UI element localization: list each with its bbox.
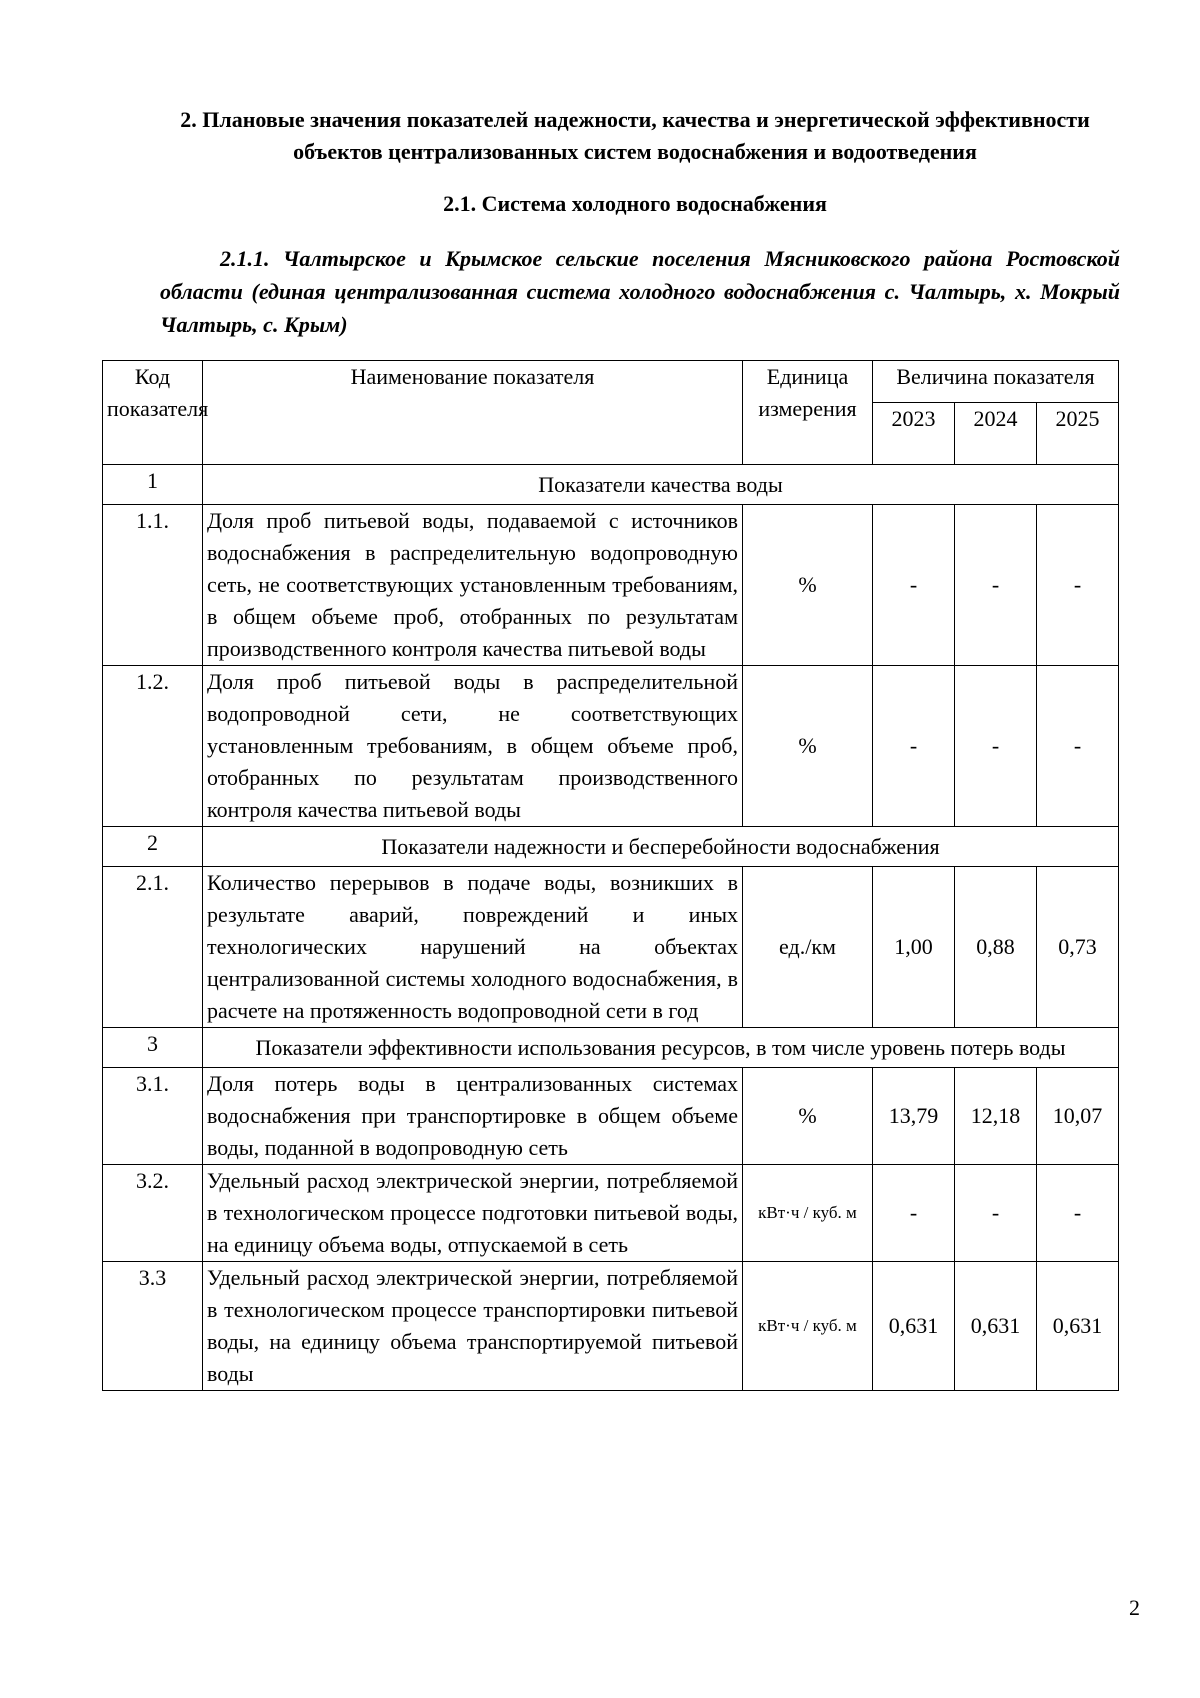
value-2024: - [955,666,1037,827]
value-2024: 12,18 [955,1068,1037,1165]
row-unit: % [743,505,873,666]
section-row [103,465,1119,505]
row-name: Количество перерывов в подаче воды, возникших в результате аварий, повреждений и иных технологических нарушений на объектах централизованной системы холодного водоснабжения, в расчете на протяженность водопроводной сети в год [203,867,743,1028]
section-title: Показатели эффективности использования ресурсов, в том числе уровень потерь воды [203,1028,1119,1068]
table-row [103,1068,1119,1165]
row-code: 3.1. [103,1068,203,1165]
row-unit: % [743,1068,873,1165]
table-row [103,1165,1119,1262]
section-heading: 2. Плановые значения показателей надежности, качества и энергетической эффективности объектов централизованных систем водоснабжения и водоотведения [180,107,1090,164]
row-unit: кВт·ч / куб. м [743,1165,873,1262]
value-2025: - [1037,1165,1119,1262]
row-unit: кВт·ч / куб. м [743,1262,873,1391]
section-row [103,1028,1119,1068]
table-row [103,867,1119,1028]
table-row [103,1262,1119,1391]
row-code: 3.3 [103,1262,203,1391]
row-code: 2.1. [103,867,203,1028]
value-2023: 0,631 [873,1262,955,1391]
value-2025: - [1037,666,1119,827]
row-name: Удельный расход электрической энергии, потребляемой в технологическом процессе подготовки питьевой воды, на единицу объема воды, отпускаемой в сеть [203,1165,743,1262]
row-name: Доля проб питьевой воды, подаваемой с источников водоснабжения в распределительную водопроводную сеть, не соответствующих установленным требованиям, в общем объеме проб, отобранных по результатам производственного контроля качества питьевой воды [203,505,743,666]
row-code: 1.2. [103,666,203,827]
section-code: 1 [103,465,203,505]
header-name: Наименование показателя [203,361,743,465]
value-2024: 0,88 [955,867,1037,1028]
value-2025: 0,73 [1037,867,1119,1028]
header-unit: Единица измерения [743,361,873,465]
value-2023: - [873,1165,955,1262]
header-year-2023: 2023 [873,403,955,465]
section-title: Показатели качества воды [203,465,1119,505]
subsection-heading: 2.1. Система холодного водоснабжения [443,191,827,216]
row-unit: % [743,666,873,827]
value-2023: 13,79 [873,1068,955,1165]
page-number: 2 [1129,1595,1140,1620]
row-code: 3.2. [103,1165,203,1262]
header-year-2024: 2024 [955,403,1037,465]
section-title: Показатели надежности и бесперебойности водоснабжения [203,827,1119,867]
header-code: Код показателя [103,361,203,465]
value-2025: 0,631 [1037,1262,1119,1391]
value-2025: - [1037,505,1119,666]
table-row [103,666,1119,827]
table-row [103,505,1119,666]
value-2024: 0,631 [955,1262,1037,1391]
row-name: Доля проб питьевой воды в распределительной водопроводной сети, не соответствующих установленным требованиям, в общем объеме проб, отобранных по результатам производственного контроля качества питьевой воды [203,666,743,827]
header-year-2025: 2025 [1037,403,1119,465]
section-row [103,827,1119,867]
value-2023: 1,00 [873,867,955,1028]
indicators-table [102,360,1119,1391]
row-unit: ед./км [743,867,873,1028]
value-2024: - [955,1165,1037,1262]
section-code: 3 [103,1028,203,1068]
row-name: Доля потерь воды в централизованных системах водоснабжения при транспортировке в общем объеме воды, поданной в водопроводную сеть [203,1068,743,1165]
value-2025: 10,07 [1037,1068,1119,1165]
value-2023: - [873,666,955,827]
value-2023: - [873,505,955,666]
header-value: Величина показателя [873,361,1119,403]
section-code: 2 [103,827,203,867]
row-name: Удельный расход электрической энергии, потребляемой в технологическом процессе транспортировки питьевой воды, на единицу объема транспортируемой питьевой воды [203,1262,743,1391]
row-code: 1.1. [103,505,203,666]
value-2024: - [955,505,1037,666]
subsubsection-heading: 2.1.1. Чалтырское и Крымское сельские поселения Мясниковского района Ростовской области (единая централизованная система холодного водоснабжения с. Чалтырь, х. Мокрый Чалтырь, с. Крым) [160,246,1120,337]
